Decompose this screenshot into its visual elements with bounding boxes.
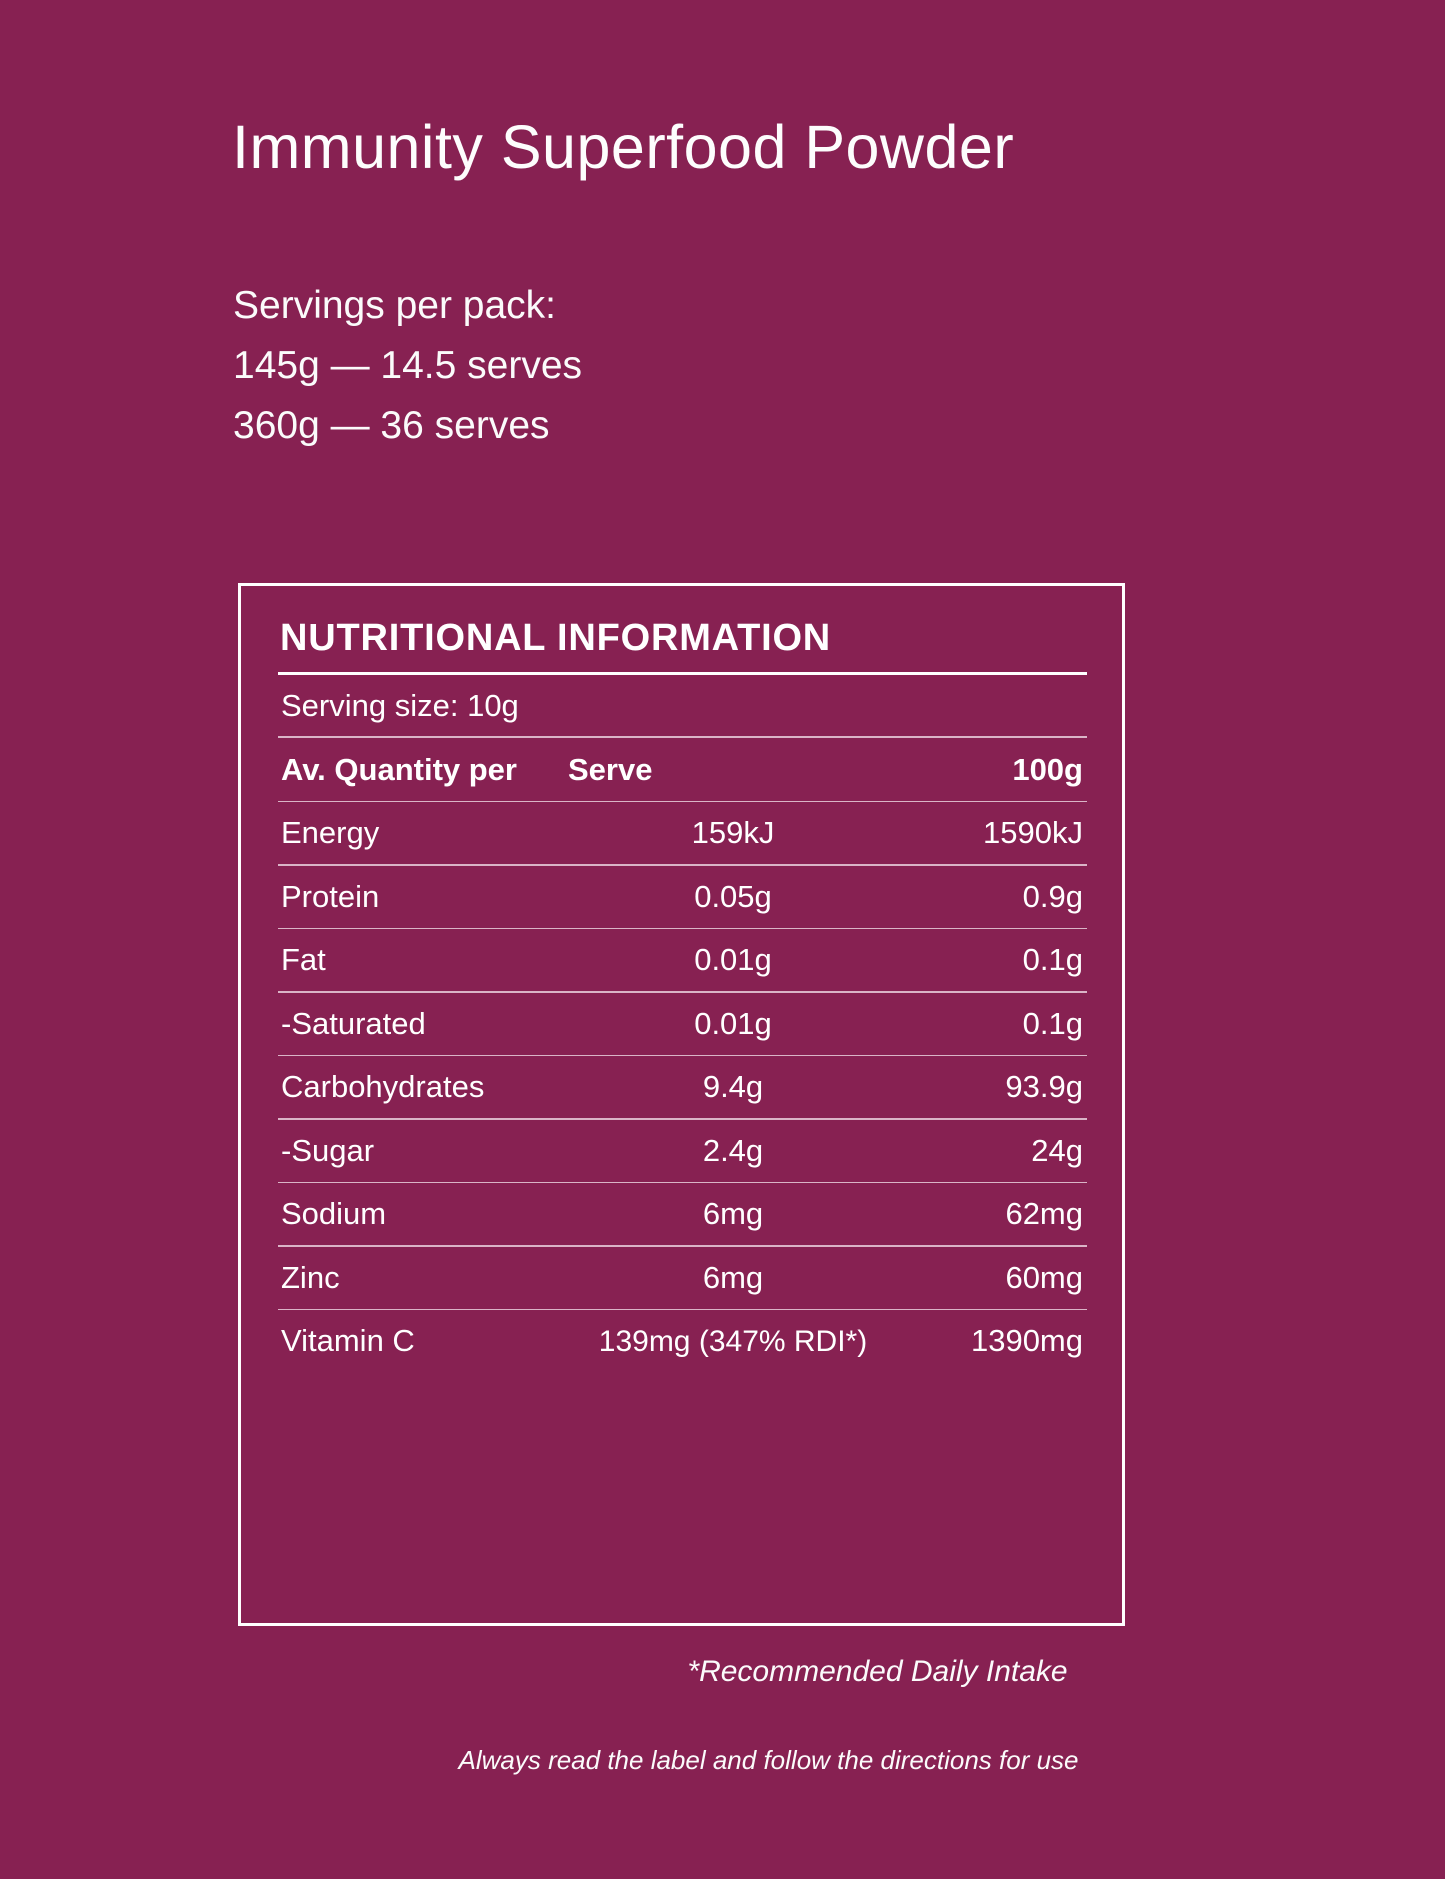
- row-label: Carbohydrates: [281, 1069, 485, 1104]
- row-per-100g-value: 0.9g: [1022, 878, 1083, 914]
- row-per-100g-value: 24g: [1031, 1132, 1083, 1168]
- row-label: Energy: [281, 815, 380, 850]
- row-per-100g-value: 1390mg: [970, 1323, 1083, 1358]
- label-warning-footnote: Always read the label and follow the directions for use: [458, 1745, 1079, 1775]
- row-label: Fat: [281, 942, 326, 977]
- table-row: [278, 929, 1087, 991]
- row-serve-value: 0.01g: [694, 1005, 772, 1041]
- nutrition-panel-inner: [278, 617, 1087, 1593]
- row-serve-value: 0.05g: [694, 878, 772, 914]
- header-quantity-label: Av. Quantity per: [281, 751, 517, 787]
- servings-line-1: 145g — 14.5 serves: [233, 344, 583, 387]
- divider: [278, 991, 1087, 993]
- row-label: -Sugar: [281, 1132, 375, 1168]
- row-serve-value: 6mg: [702, 1259, 764, 1295]
- divider: [278, 1118, 1087, 1120]
- nutritional-information-panel: [238, 583, 1125, 1626]
- table-row: [278, 866, 1087, 928]
- divider: [278, 801, 1087, 803]
- row-per-100g-value: 60mg: [1005, 1259, 1083, 1295]
- row-per-100g-value: 93.9g: [1005, 1069, 1083, 1104]
- table-row: [278, 1120, 1087, 1182]
- rdi-footnote: *Recommended Daily Intake: [687, 1655, 1068, 1688]
- row-serve-value: 9.4g: [702, 1069, 764, 1104]
- table-row: [278, 1056, 1087, 1118]
- table-row: [278, 993, 1087, 1055]
- header-serve-label: Serve: [568, 751, 653, 787]
- row-label: Protein: [281, 878, 380, 914]
- servings-line-2: 360g — 36 serves: [233, 404, 550, 447]
- divider: [278, 1245, 1087, 1247]
- header-per-100g-label: 100g: [1012, 751, 1083, 787]
- row-label: -Saturated: [281, 1005, 426, 1041]
- divider: [278, 1309, 1087, 1311]
- servings-heading: Servings per pack:: [233, 284, 556, 327]
- divider: [278, 736, 1087, 738]
- row-per-100g-value: 1590kJ: [983, 815, 1083, 850]
- row-serve-value: 139mg (347% RDI*): [598, 1325, 868, 1358]
- row-label: Sodium: [281, 1196, 387, 1231]
- row-label: Zinc: [281, 1259, 340, 1295]
- row-label: Vitamin C: [281, 1323, 415, 1358]
- table-row: [278, 1183, 1087, 1245]
- row-serve-value: 2.4g: [702, 1132, 764, 1168]
- row-per-100g-value: 62mg: [1005, 1196, 1083, 1231]
- serving-size-text: Serving size: 10g: [281, 688, 519, 723]
- row-per-100g-value: 0.1g: [1022, 942, 1083, 977]
- table-row: [278, 802, 1087, 864]
- servings-per-pack-block: [233, 276, 582, 456]
- page-title: Immunity Superfood Powder: [232, 113, 1015, 181]
- table-row: [278, 1310, 1087, 1372]
- nutrition-table-header: [278, 738, 1087, 801]
- divider: [278, 928, 1087, 930]
- row-serve-value: 6mg: [702, 1196, 764, 1231]
- row-per-100g-value: 0.1g: [1022, 1005, 1083, 1041]
- table-row: [278, 1247, 1087, 1309]
- row-serve-value: 0.01g: [694, 942, 772, 977]
- divider: [278, 1055, 1087, 1057]
- divider: [278, 864, 1087, 866]
- nutrition-panel-heading: NUTRITIONAL INFORMATION: [280, 617, 832, 659]
- divider: [278, 1182, 1087, 1184]
- row-serve-value: 159kJ: [691, 815, 775, 850]
